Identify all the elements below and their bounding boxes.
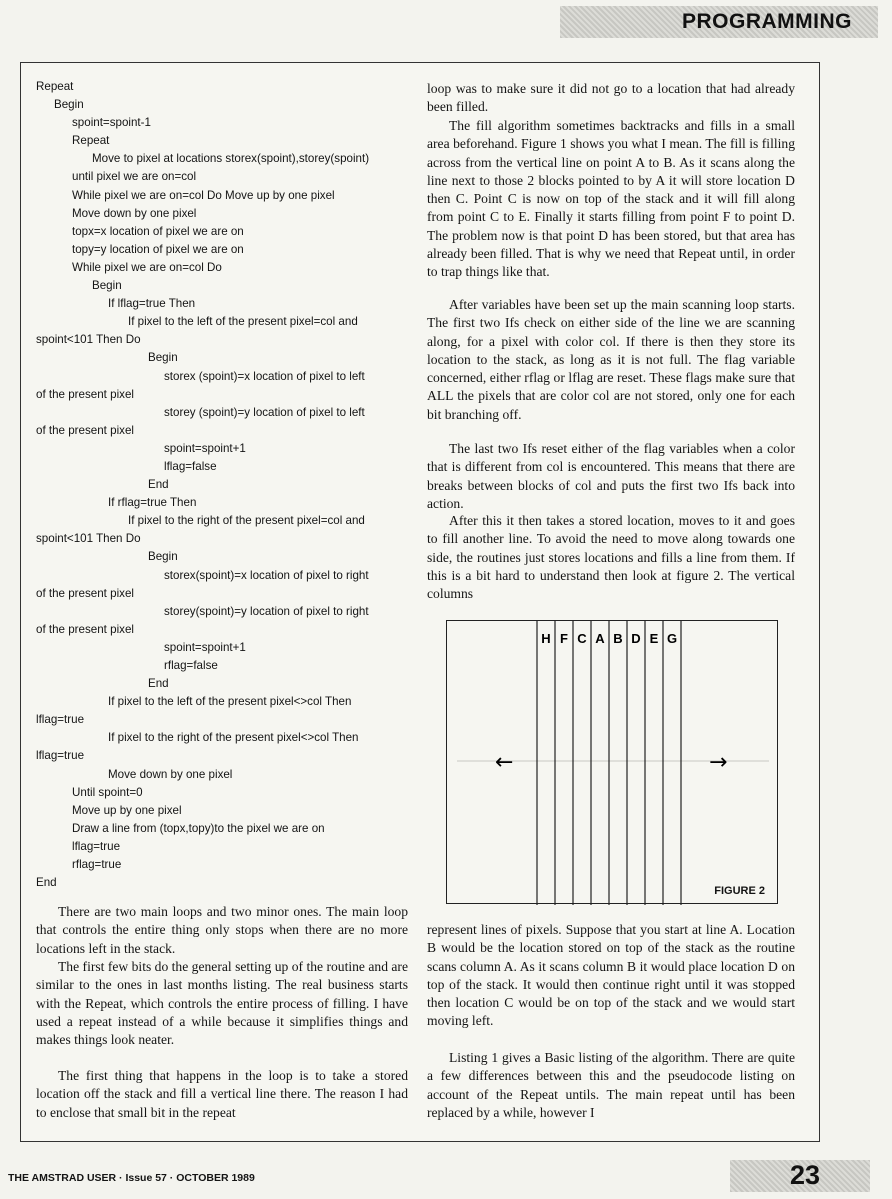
code-line: Begin	[54, 98, 84, 112]
column-label: F	[560, 631, 568, 646]
column-label: G	[666, 631, 678, 646]
column-label: B	[613, 631, 623, 646]
right-arrow-icon: →	[709, 750, 728, 775]
pixel-columns	[537, 621, 681, 905]
code-line: Repeat	[36, 80, 74, 93]
code-line: storex(spoint)=x location of pixel to right	[164, 568, 369, 582]
section-title: PROGRAMMING	[682, 10, 852, 33]
code-line: End	[148, 677, 169, 691]
left-paragraph-1: There are two main loops and two minor ones. The main loop that controls the entire thing only stops when there are no more locations left in the stack.	[36, 904, 408, 956]
code-line: If pixel to the right of the present pixel=col and	[128, 514, 365, 528]
code-line: of the present pixel	[36, 423, 134, 437]
code-line: spoint<101 Then Do	[36, 333, 141, 347]
code-line: Until spoint=0	[72, 785, 143, 799]
left-paragraph-2: The first few bits do the general setting up of the routine and are similar to the ones in last months listing. The real business starts with the Repeat, which controls the entire process of filling. I have used a repeat instead of a while because it simplifies things and makes things look neater.	[36, 959, 408, 1048]
code-line: of the present pixel	[36, 622, 134, 636]
code-line: If rflag=true Then	[108, 496, 197, 510]
code-line: Move down by one pixel	[108, 767, 233, 781]
page-number-box	[730, 1160, 870, 1192]
code-line: spoint=spoint+1	[164, 441, 246, 455]
right-paragraph-7: Listing 1 gives a Basic listing of the algorithm. There are quite a few differences between this and the pseudocode listing on account of the Repeat untils. The main repeat until has been replaced by a while, however I	[427, 1050, 795, 1120]
code-line: Draw a line from (topx,topy)to the pixel we are on	[72, 821, 325, 835]
code-line: topy=y location of pixel we are on	[72, 242, 244, 256]
right-paragraph-4: The last two Ifs reset either of the flag variables when a color that is different from col is encountered. This means that there are breaks between blocks of col and puts the first two Ifs back into action.	[427, 441, 795, 511]
code-line: lflag=true	[72, 839, 121, 853]
code-line: End	[148, 478, 169, 492]
pseudocode-listing	[36, 78, 408, 892]
column-label: D	[631, 631, 641, 646]
code-line: Move to pixel at locations storex(spoint),storey(spoint)	[92, 152, 370, 166]
column-label: H	[541, 631, 551, 646]
code-line: If pixel to the left of the present pixel=col and	[128, 315, 358, 329]
page-number: 23	[789, 1160, 820, 1190]
code-line: While pixel we are on=col Do Move up by one pixel	[72, 188, 335, 202]
code-line: of the present pixel	[36, 387, 134, 401]
right-paragraph-1: loop was to make sure it did not go to a location that had already been filled.	[427, 81, 795, 115]
right-paragraph-2: The fill algorithm sometimes backtracks and fills in a small area beforehand. Figure 1 shows you what I mean. The fill is filling across from the vertical line on point A to B. As it scans along the line next to those 2 blocks pointed to by A it will store location D then C. Point C is now on top of the stack and it will fill along from point C to E. Finally it starts filling from point F to point D. The problem now is that point D has been stored, but that area has already been filled. That is why we need that Repeat until, in order to trap things like that.	[427, 118, 795, 280]
figure-2	[446, 620, 778, 904]
code-line: Begin	[148, 550, 178, 564]
code-line: Begin	[92, 279, 122, 293]
code-line: spoint<101 Then Do	[36, 532, 141, 546]
code-line: storey(spoint)=y location of pixel to right	[164, 604, 369, 618]
code-line: storey (spoint)=y location of pixel to left	[164, 405, 365, 419]
code-line: Repeat	[72, 134, 110, 148]
code-line: rflag=true	[72, 858, 122, 872]
code-line: End	[36, 876, 57, 890]
code-line: until pixel we are on=col	[72, 170, 197, 184]
right-paragraph-6: represent lines of pixels. Suppose that you start at line A. Location B would be the location stored on top of the stack as the routine scans column A. As it scans column B it would place location D on top of the stack. It would then continue right until it was stopped then location C would be on top of the stack and we would start moving left.	[427, 922, 795, 1029]
code-line: spoint=spoint+1	[164, 640, 246, 654]
right-paragraph-3: After variables have been set up the main scanning loop starts. The first two Ifs check on either side of the line we are scanning along, for a pixel with color col. If there is then they store its location to the stack, as long as it is not full. The flag variable concerned, either rflag or lflag are reset. These flags make sure that ALL the pixels that are color col are not stored, only one for each bit branching off.	[427, 297, 795, 422]
code-line: lflag=true	[36, 749, 85, 763]
code-line: lflag=false	[164, 459, 217, 473]
code-line: spoint=spoint-1	[72, 116, 151, 130]
code-line: While pixel we are on=col Do	[72, 260, 222, 274]
code-line: storex (spoint)=x location of pixel to left	[164, 369, 365, 383]
figure-2-diagram	[447, 621, 779, 905]
code-line: Move up by one pixel	[72, 803, 182, 817]
column-label: C	[577, 631, 587, 646]
code-line: Move down by one pixel	[72, 206, 197, 220]
code-line: of the present pixel	[36, 586, 134, 600]
footer-publication: THE AMSTRAD USER · Issue 57 · OCTOBER 1989	[8, 1172, 255, 1184]
code-line: If pixel to the right of the present pixel<>col Then	[108, 731, 359, 745]
header-bar	[560, 6, 878, 38]
left-arrow-icon: ←	[495, 750, 514, 775]
code-line: Begin	[148, 351, 178, 365]
column-label: E	[649, 631, 659, 646]
column-label: A	[595, 631, 605, 646]
left-paragraph-3: The first thing that happens in the loop is to take a stored location off the stack and fill a vertical line there. The reason I had to enclose that small bit in the repeat	[36, 1068, 408, 1120]
code-line: If lflag=true Then	[108, 297, 196, 311]
code-line: rflag=false	[164, 659, 218, 672]
right-paragraph-5: After this it then takes a stored location, moves to it and goes to fill another line. To avoid the need to move along towards one side, the routines just stores locations and fills a line from them. If this is a bit hard to understand then look at figure 2. The vertical columns	[427, 513, 795, 602]
figure-caption: FIGURE 2	[714, 885, 765, 897]
code-line: If pixel to the left of the present pixel<>col Then	[108, 695, 352, 709]
code-line: lflag=true	[36, 713, 85, 727]
code-line: topx=x location of pixel we are on	[72, 224, 244, 238]
